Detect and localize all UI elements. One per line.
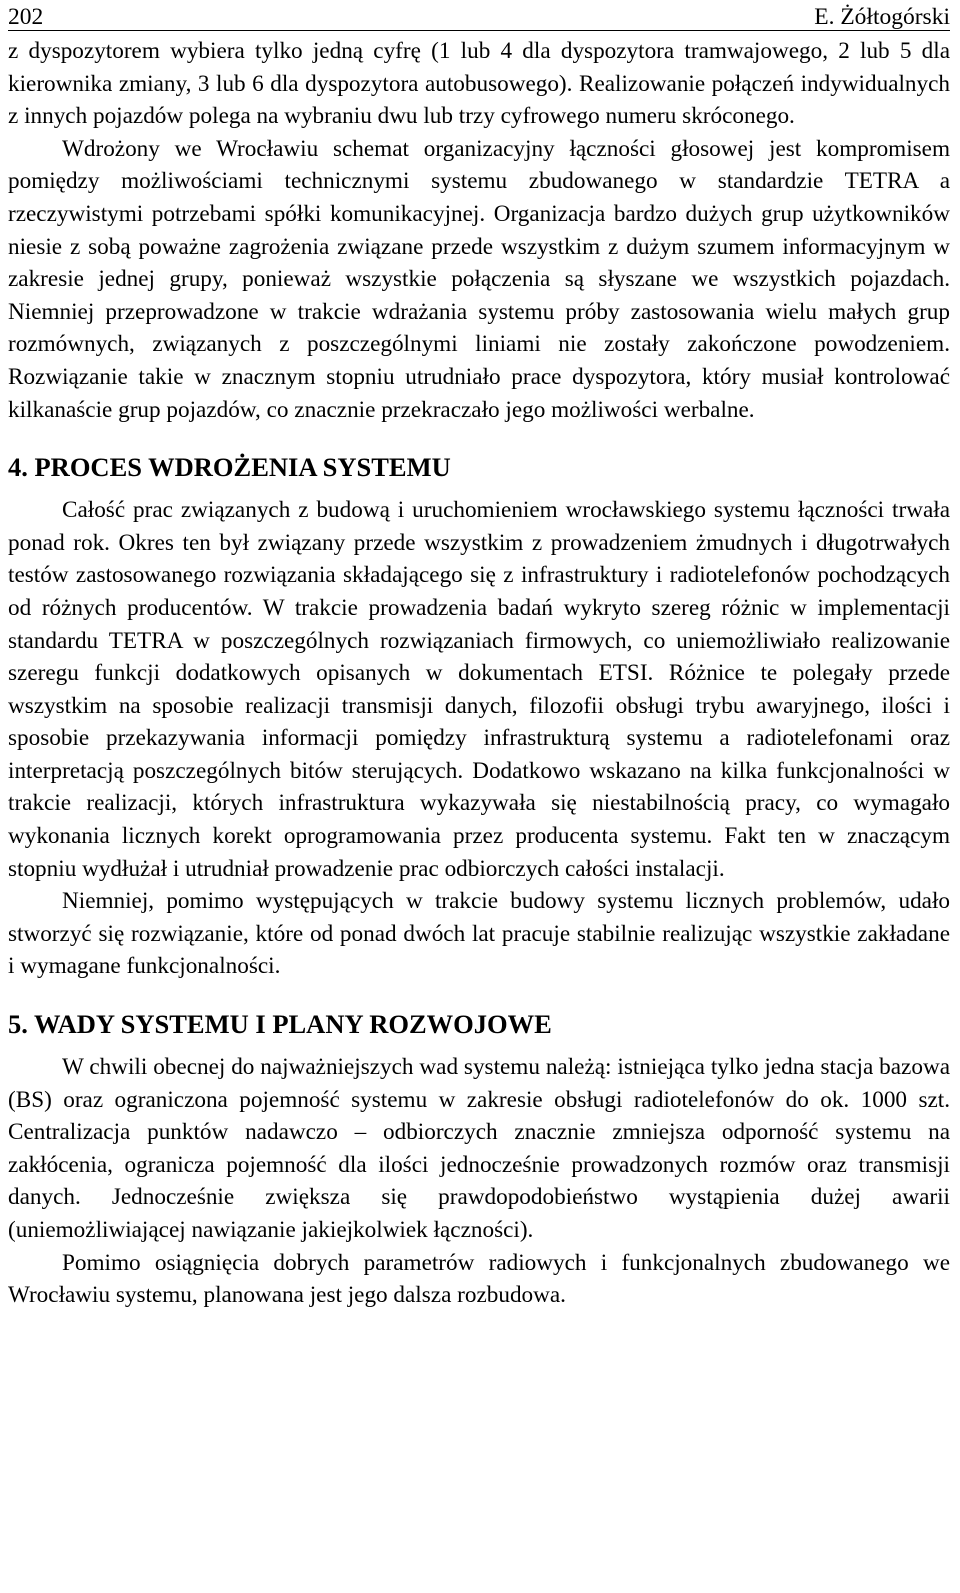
intro-block (8, 35, 950, 426)
paragraph-continued: z dyspozytorem wybiera tylko jedną cyfrę (1 lub 4 dla dyspozytora tramwajowego, 2 lub 5 dla kierownika zmiany, 3 lub 6 dla dyspozytora autobusowego). Realizowanie połączeń indywidualnych z innych pojazdów polega na wybraniu dwu lub trzy cyfrowego numeru skróconego. (8, 38, 950, 130)
section-heading-4: 4. PROCES WDROŻENIA SYSTEMU (8, 452, 451, 483)
paragraph-stable-solution: Niemniej, pomimo występujących w trakcie budowy systemu licznych problemów, udało stworzyć się rozwiązanie, które od ponad dwóch lat pracuje stabilnie realizując wszystkie zakładane i wymagane funkcjonalności. (8, 888, 950, 980)
paragraph-system-flaws: W chwili obecnej do najważniejszych wad systemu należą: istniejąca tylko jedna stacja bazowa (BS) oraz ograniczona pojemność systemu w zakresie obsługi radiotelefonów do ok. 1000 szt. Centralizacja punktów nadawczo – odbiorczych znacznie zmniejsza odporność systemu na zakłócenia, ogranicza pojemność dla ilości jednocześnie prowadzonych rozmów oraz transmisji danych. Jednocześnie zwiększa się prawdopodobieństwo wystąpienia dużej awarii (uniemożliwiającej nawiązanie jakiejkolwiek łączności). (8, 1054, 950, 1243)
section-heading-5: 5. WADY SYSTEMU I PLANY ROZWOJOWE (8, 1009, 552, 1040)
paragraph-expansion-plans: Pomimo osiągnięcia dobrych parametrów radiowych i funkcjonalnych zbudowanego we Wrocławiu systemu, planowana jest jego dalsza rozbudowa. (8, 1249, 950, 1309)
page-number: 202 (8, 4, 44, 30)
paragraph-organization-scheme: Wdrożony we Wrocławiu schemat organizacyjny łączności głosowej jest kompromisem pomiędzy możliwościami technicznymi systemu zbudowanego w standardzie TETRA a rzeczywistymi potrzebami spółki komunikacyjnej. Organizacja bardzo dużych grup użytkowników niesie z sobą poważne zagrożenia związane przede wszystkim z dużym szumem informacyjnym w zakresie jednej grupy, ponieważ wszystkie połączenia są słyszane we wszystkich pojazdach. Niemniej przeprowadzone w trakcie wdrażania systemu próby zastosowania wielu małych grup rozmównych, związanych z poszczególnymi liniami nie zostały zakończone powodzeniem. Rozwiązanie takie w znacznym stopniu utrudniało prace dyspozytora, który musiał kontrolować kilkanaście grup pojazdów, co znacznie przekraczało jego możliwości werbalne. (8, 135, 950, 423)
author-name: E. Żółtogórski (814, 4, 950, 30)
paragraph-implementation: Całość prac związanych z budową i uruchomieniem wrocławskiego systemu łączności trwała ponad rok. Okres ten był związany przede wszystkim z prowadzeniem żmudnych i długotrwałych testów zastosowanego rozwiązania składającego się z infrastruktury i radiotelefonów pochodzących od różnych producentów. W trakcie prowadzenia badań wykryto szereg różnic w implementacji standardu TETRA w poszczególnych rozwiązaniach firmowych, co uniemożliwiało realizowanie szeregu funkcji dodatkowych opisanych w dokumentach ETSI. Różnice te polegały przede wszystkim na sposobie realizacji transmisji danych, filozofii obsługi trybu awaryjnego, ilości i sposobie przekazywania informacji pomiędzy infrastrukturą systemu a radiotelefonami oraz interpretacją poszczególnych bitów sterujących. Dodatkowo wskazano na kilka funkcjonalności w trakcie realizacji, których infrastruktura wykazywała się niestabilnością pracy, co wymagało wykonania licznych korekt oprogramowania przez producenta systemu. Fakt ten w znaczącym stopniu wydłużał i utrudniał prowadzenie prac odbiorczych całości instalacji. (8, 497, 950, 882)
running-header (8, 0, 950, 31)
